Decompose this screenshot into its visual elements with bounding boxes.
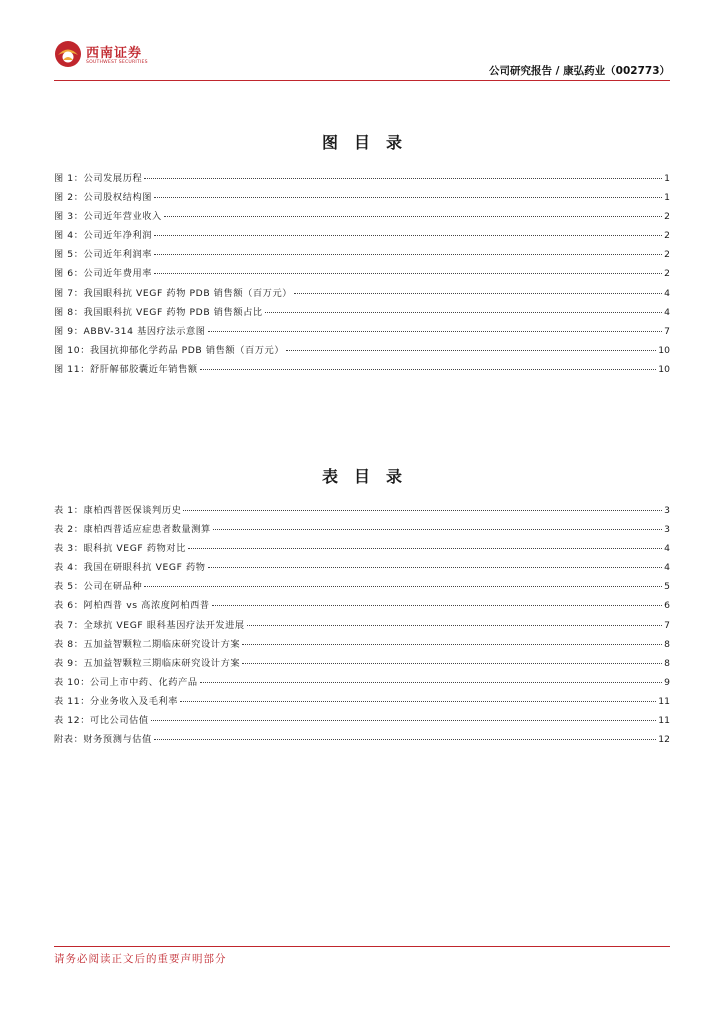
toc-leader-dots [286,350,656,351]
figures-toc-title: 图目录 [321,133,418,152]
toc-entry[interactable] [54,285,670,304]
toc-leader-dots [154,197,662,198]
toc-entry[interactable] [54,540,670,559]
toc-leader-dots [151,720,657,721]
toc-entry[interactable] [54,712,670,731]
toc-entry[interactable] [54,361,670,380]
toc-entry-label: 表 2：康柏西普适应症患者数量测算 [54,524,211,536]
toc-entry-page: 3 [664,524,670,536]
toc-entry[interactable] [54,304,670,323]
toc-entry-page: 10 [658,344,670,356]
toc-leader-dots [213,529,662,530]
toc-leader-dots [242,663,662,664]
toc-entry-page: 4 [664,543,670,555]
toc-leader-dots [180,701,656,702]
toc-entry-page: 12 [658,734,670,746]
logo-text-en: SOUTHWEST SECURITIES [86,60,148,65]
toc-entry-label: 图 7：我国眼科抗 VEGF 药物 PDB 销售额（百万元） [54,287,293,299]
toc-entry[interactable] [54,521,670,540]
toc-leader-dots [154,235,662,236]
toc-leader-dots [154,739,656,740]
toc-entry-label: 表 8：五加益智颗粒二期临床研究设计方案 [54,638,241,650]
toc-leader-dots [144,178,662,179]
toc-entry-label: 图 6：公司近年费用率 [54,268,153,280]
toc-entry[interactable] [54,636,670,655]
toc-entry-label: 表 10：公司上市中药、化药产品 [54,676,198,688]
toc-entry[interactable] [54,731,670,750]
report-title: 公司研究报告 / 康弘药业（002773） [489,65,670,77]
toc-entry-page: 1 [664,192,670,204]
toc-entry-label: 图 11：舒肝解郁胶囊近年销售额 [54,363,198,375]
figures-toc-list [54,170,670,380]
footer-divider [54,946,670,947]
toc-entry[interactable] [54,597,670,616]
toc-entry-page: 8 [664,657,670,669]
toc-entry[interactable] [54,342,670,361]
toc-entry-label: 图 4：公司近年净利润 [54,230,153,242]
toc-leader-dots [154,273,662,274]
toc-entry-label: 图 3：公司近年营业收入 [54,211,162,223]
logo-mark-icon [54,40,82,68]
toc-entry-page: 6 [664,600,670,612]
toc-leader-dots [208,331,663,332]
toc-entry-page: 10 [658,363,670,375]
toc-entry[interactable] [54,559,670,578]
toc-entry[interactable] [54,189,670,208]
toc-entry-label: 图 5：公司近年利润率 [54,249,153,261]
toc-entry-page: 2 [664,230,670,242]
toc-entry-page: 7 [664,325,670,337]
toc-entry-page: 2 [664,268,670,280]
toc-entry-page: 7 [664,619,670,631]
toc-entry-page: 4 [664,562,670,574]
toc-entry-page: 8 [664,638,670,650]
page-header [0,0,724,82]
toc-entry-label: 表 4：我国在研眼科抗 VEGF 药物 [54,562,206,574]
toc-entry-label: 图 1：公司发展历程 [54,173,143,184]
toc-leader-dots [164,216,662,217]
toc-entry-label: 图 8：我国眼科抗 VEGF 药物 PDB 销售额占比 [54,306,263,318]
toc-leader-dots [212,605,662,606]
toc-leader-dots [200,369,657,370]
toc-entry[interactable] [54,693,670,712]
toc-leader-dots [183,510,662,511]
toc-entry-label: 附表：财务预测与估值 [54,734,152,746]
toc-leader-dots [208,567,663,568]
toc-entry-page: 9 [664,676,670,688]
toc-entry[interactable] [54,170,670,189]
tables-toc-list [54,502,670,750]
toc-entry-page: 2 [664,211,670,223]
logo-text-cn: 西南证券 [86,46,143,61]
toc-leader-dots [154,254,662,255]
toc-entry[interactable] [54,265,670,284]
toc-leader-dots [188,548,662,549]
toc-entry-label: 表 6：阿柏西普 vs 高浓度阿柏西普 [54,600,210,612]
toc-entry-label: 表 5：公司在研品种 [54,581,143,593]
toc-entry-label: 表 11：分业务收入及毛利率 [54,695,179,707]
toc-entry-label: 表 3：眼科抗 VEGF 药物对比 [54,543,186,555]
toc-entry-page: 2 [664,249,670,261]
toc-leader-dots [144,586,662,587]
toc-entry-page: 11 [658,715,670,727]
toc-leader-dots [200,682,662,683]
toc-entry-label: 图 2：公司股权结构图 [54,192,153,204]
toc-entry-label: 表 1：康柏西普医保谈判历史 [54,505,182,516]
disclaimer-note: 请务必阅读正文后的重要声明部分 [54,953,227,965]
toc-entry[interactable] [54,578,670,597]
tables-toc-title: 表目录 [321,467,418,486]
toc-entry[interactable] [54,655,670,674]
toc-entry-page: 3 [664,505,670,516]
toc-entry[interactable] [54,208,670,227]
toc-entry-label: 图 9：ABBV-314 基因疗法示意图 [54,325,206,337]
toc-entry-page: 11 [658,695,670,707]
toc-entry[interactable] [54,246,670,265]
toc-entry[interactable] [54,674,670,693]
header-divider [54,80,670,81]
toc-entry-label: 表 7：全球抗 VEGF 眼科基因疗法开发进展 [54,619,245,631]
toc-entry-label: 表 9：五加益智颗粒三期临床研究设计方案 [54,657,241,669]
toc-leader-dots [294,293,662,294]
toc-entry[interactable] [54,227,670,246]
toc-entry-label: 图 10：我国抗抑郁化学药品 PDB 销售额（百万元） [54,344,285,356]
toc-entry-page: 4 [664,306,670,318]
toc-entry-page: 5 [664,581,670,593]
toc-entry[interactable] [54,502,670,521]
toc-entry-page: 1 [664,173,670,184]
toc-entry-page: 4 [664,287,670,299]
company-logo [54,40,164,76]
toc-leader-dots [242,644,662,645]
toc-entry[interactable] [54,617,670,636]
toc-entry-label: 表 12：可比公司估值 [54,715,149,727]
toc-entry[interactable] [54,323,670,342]
toc-leader-dots [247,625,662,626]
toc-leader-dots [265,312,662,313]
